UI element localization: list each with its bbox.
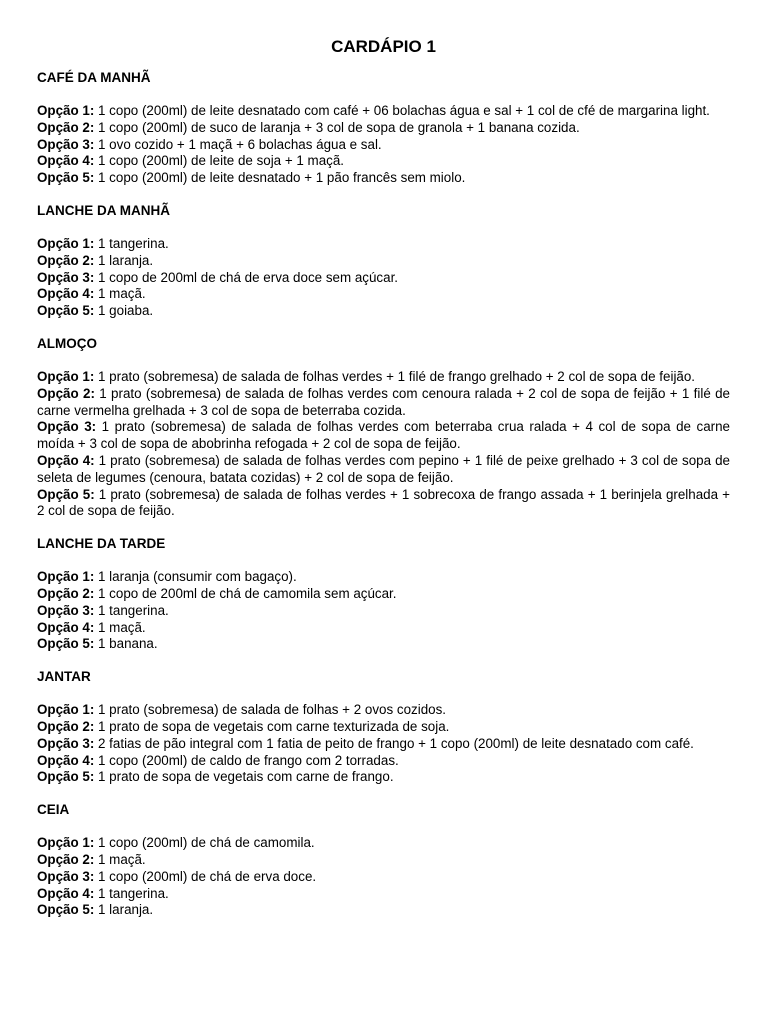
option-label: Opção 1:	[37, 569, 95, 585]
option-label: Opção 4:	[37, 452, 95, 468]
option-item	[37, 137, 730, 154]
option-item	[37, 702, 730, 719]
option-item	[37, 419, 730, 453]
option-item	[37, 270, 730, 287]
section-title: CAFÉ DA MANHÃ	[37, 70, 151, 85]
option-item	[37, 120, 730, 137]
option-item	[37, 719, 730, 736]
option-text: 1 copo de 200ml de chá de erva doce sem açúcar.	[94, 269, 399, 285]
option-text: 1 maçã.	[94, 619, 146, 635]
option-label: Opção 5:	[37, 636, 95, 652]
option-item	[37, 886, 730, 903]
option-label: Opção 1:	[37, 368, 95, 384]
menu-sections	[37, 70, 730, 919]
option-item	[37, 153, 730, 170]
option-label: Opção 3:	[37, 419, 97, 435]
option-label: Opção 3:	[37, 735, 95, 751]
option-text: 1 copo (200ml) de caldo de frango com 2 torradas.	[94, 752, 399, 768]
page-title: CARDÁPIO 1	[331, 37, 436, 56]
option-item	[37, 736, 730, 753]
option-label: Opção 3:	[37, 868, 95, 884]
option-item	[37, 586, 730, 603]
option-label: Opção 4:	[37, 619, 95, 635]
option-label: Opção 5:	[37, 170, 95, 186]
option-text: 1 laranja (consumir com bagaço).	[94, 569, 297, 585]
option-text: 1 tangerina.	[94, 235, 169, 251]
option-text: 1 maçã.	[94, 286, 146, 302]
option-text: 1 copo de 200ml de chá de camomila sem açúcar.	[94, 585, 397, 601]
option-label: Opção 1:	[37, 235, 95, 251]
option-label: Opção 2:	[37, 385, 95, 401]
option-item	[37, 636, 730, 653]
option-label: Opção 1:	[37, 103, 95, 118]
option-label: Opção 3:	[37, 136, 95, 152]
option-text: 2 fatias de pão integral com 1 fatia de peito de frango + 1 copo (200ml) de leite desnatado com café.	[94, 735, 694, 751]
option-text: 1 prato (sobremesa) de salada de folhas verdes com pepino + 1 filé de peixe grelhado + 3 col de sopa de seleta de legumes (cenoura, batata cozidas) + 2 col de sopa de feijão.	[37, 452, 730, 485]
option-text: 1 prato (sobremesa) de salada de folhas verdes + 1 sobrecoxa de frango assada + 1 berinjela grelhada + 2 col de sopa de feijão.	[37, 486, 730, 519]
option-label: Opção 4:	[37, 752, 95, 768]
menu-section	[37, 203, 730, 320]
option-item	[37, 835, 730, 852]
option-text: 1 laranja.	[94, 902, 154, 918]
section-title: JANTAR	[37, 669, 91, 685]
option-text: 1 copo (200ml) de leite desnatado com café + 06 bolachas água e sal + 1 col de cfé de margarina light.	[94, 103, 710, 118]
option-item	[37, 902, 730, 919]
option-label: Opção 2:	[37, 718, 95, 734]
option-text: 1 copo (200ml) de leite de soja + 1 maçã.	[94, 153, 345, 169]
option-item	[37, 253, 730, 270]
option-label: Opção 4:	[37, 885, 95, 901]
option-label: Opção 1:	[37, 702, 95, 718]
option-item	[37, 852, 730, 869]
option-item	[37, 569, 730, 586]
option-item	[37, 103, 730, 120]
option-text: 1 prato de sopa de vegetais com carne texturizada de soja.	[94, 718, 450, 734]
option-item	[37, 603, 730, 620]
option-item	[37, 487, 730, 521]
option-item	[37, 286, 730, 303]
option-item	[37, 869, 730, 886]
option-item	[37, 236, 730, 253]
section-title: CEIA	[37, 802, 70, 818]
menu-section	[37, 669, 730, 786]
option-text: 1 prato (sobremesa) de salada de folhas verdes com beterraba crua ralada + 4 col de sopa de carne moída + 3 col de sopa de abobrinha refogada + 2 col de sopa de feijão.	[37, 419, 730, 452]
option-label: Opção 2:	[37, 119, 95, 135]
option-text: 1 copo (200ml) de chá de camomila.	[94, 835, 315, 851]
option-item	[37, 369, 730, 386]
option-label: Opção 2:	[37, 851, 95, 867]
option-text: 1 ovo cozido + 1 maçã + 6 bolachas água e sal.	[94, 136, 382, 152]
menu-section	[37, 70, 730, 187]
option-text: 1 prato (sobremesa) de salada de folhas verdes + 1 filé de frango grelhado + 2 col de sopa de feijão.	[94, 368, 696, 384]
option-text: 1 maçã.	[94, 851, 146, 867]
option-label: Opção 1:	[37, 835, 95, 851]
option-item	[37, 386, 730, 420]
option-text: 1 tangerina.	[94, 885, 169, 901]
option-label: Opção 5:	[37, 486, 95, 502]
option-label: Opção 5:	[37, 769, 95, 785]
section-title: LANCHE DA TARDE	[37, 536, 166, 552]
option-text: 1 laranja.	[94, 252, 154, 268]
option-item	[37, 620, 730, 637]
option-item	[37, 170, 730, 187]
option-text: 1 prato (sobremesa) de salada de folhas + 2 ovos cozidos.	[94, 702, 447, 718]
option-label: Opção 5:	[37, 303, 95, 319]
option-item	[37, 753, 730, 770]
option-label: Opção 5:	[37, 902, 95, 918]
option-text: 1 banana.	[94, 636, 158, 652]
option-label: Opção 3:	[37, 269, 95, 285]
option-text: 1 goiaba.	[94, 303, 154, 319]
option-label: Opção 2:	[37, 252, 95, 268]
section-title: LANCHE DA MANHÃ	[37, 202, 170, 218]
option-text: 1 copo (200ml) de leite desnatado + 1 pão francês sem miolo.	[94, 170, 466, 186]
option-label: Opção 4:	[37, 153, 95, 169]
section-title: ALMOÇO	[37, 335, 97, 351]
menu-section	[37, 802, 730, 919]
option-text: 1 copo (200ml) de suco de laranja + 3 col de sopa de granola + 1 banana cozida.	[94, 119, 580, 135]
menu-section	[37, 336, 730, 520]
option-item	[37, 303, 730, 320]
option-item	[37, 769, 730, 786]
menu-section	[37, 536, 730, 653]
option-text: 1 copo (200ml) de chá de erva doce.	[94, 868, 317, 884]
option-item	[37, 453, 730, 487]
option-label: Opção 3:	[37, 602, 95, 618]
option-text: 1 tangerina.	[94, 602, 169, 618]
option-text: 1 prato de sopa de vegetais com carne de frango.	[94, 769, 394, 785]
option-text: 1 prato (sobremesa) de salada de folhas verdes com cenoura ralada + 2 col de sopa de feijão + 1 filé de carne vermelha grelhada + 3 col de sopa de beterraba cozida.	[37, 385, 731, 418]
option-label: Opção 2:	[37, 585, 95, 601]
option-label: Opção 4:	[37, 286, 95, 302]
